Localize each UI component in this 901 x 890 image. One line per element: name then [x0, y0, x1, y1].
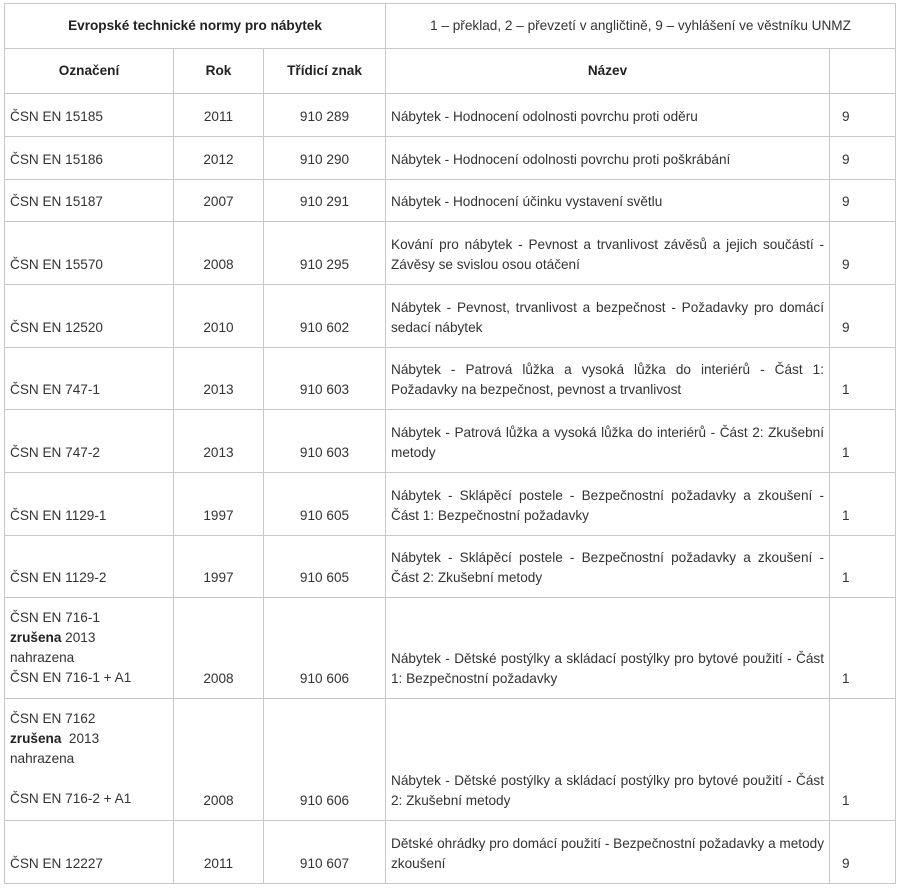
header-row [5, 49, 896, 94]
year-cell: 1997 [174, 536, 264, 598]
table-row [5, 410, 896, 473]
class-code-cell: 910 290 [264, 137, 386, 180]
type-cell: 1 [830, 410, 896, 473]
type-cell: 9 [830, 137, 896, 180]
name-cell: Dětské ohrádky pro domácí použití - Bezpečnostní požadavky a metody zkoušení [386, 821, 830, 884]
table-row [5, 473, 896, 536]
type-cell: 9 [830, 94, 896, 137]
title-row [5, 4, 896, 49]
table-row [5, 222, 896, 285]
col-header-type [830, 49, 896, 94]
type-legend: 1 – překlad, 2 – převzetí v angličtině, 9 – vyhlášení ve věstníku UNMZ [386, 4, 896, 49]
cancelled-year: 2013 [61, 731, 100, 746]
name-cell: Nábytek - Hodnocení odolnosti povrchu proti poškrábání [386, 137, 830, 180]
designation-replacement: ČSN EN 716-1 + A1 [10, 670, 132, 685]
name-cell: Nábytek - Dětské postýlky a skládací postýlky pro bytové použití - Část 1: Bezpečnostní požadavky [386, 598, 830, 699]
year-cell: 2011 [174, 821, 264, 884]
type-cell: 9 [830, 285, 896, 348]
designation-cell: ČSN EN 747-2 [5, 410, 174, 473]
standards-table [4, 3, 896, 884]
type-cell: 1 [830, 536, 896, 598]
col-header-year: Rok [174, 49, 264, 94]
name-cell: Kování pro nábytek - Pevnost a trvanlivost závěsů a jejich součástí - Závěsy se svislou osou otáčení [386, 222, 830, 285]
table-row [5, 137, 896, 180]
class-code-cell: 910 606 [264, 598, 386, 699]
year-cell: 2011 [174, 94, 264, 137]
table-row [5, 699, 896, 821]
designation-cell [5, 598, 174, 699]
designation-cell: ČSN EN 15185 [5, 94, 174, 137]
designation-cell: ČSN EN 15186 [5, 137, 174, 180]
year-cell: 2008 [174, 699, 264, 821]
table-title: Evropské technické normy pro nábytek [5, 4, 386, 49]
col-header-designation: Označení [5, 49, 174, 94]
class-code-cell: 910 295 [264, 222, 386, 285]
designation-replacement: ČSN EN 716-2 + A1 [10, 791, 132, 806]
type-cell: 9 [830, 222, 896, 285]
year-cell: 2008 [174, 222, 264, 285]
table-row [5, 598, 896, 699]
col-header-class-code: Třídicí znak [264, 49, 386, 94]
col-header-name: Název [386, 49, 830, 94]
designation-cell: ČSN EN 1129-2 [5, 536, 174, 598]
year-cell: 2010 [174, 285, 264, 348]
name-cell: Nábytek - Pevnost, trvanlivost a bezpečnost - Požadavky pro domácí sedací nábytek [386, 285, 830, 348]
type-cell: 9 [830, 180, 896, 222]
designation-original: ČSN EN 716-1 [10, 610, 100, 625]
type-cell: 1 [830, 699, 896, 821]
name-cell: Nábytek - Sklápěcí postele - Bezpečnostní požadavky a zkoušení - Část 1: Bezpečnostní požadavky [386, 473, 830, 536]
designation-cell: ČSN EN 15570 [5, 222, 174, 285]
table-row [5, 536, 896, 598]
class-code-cell: 910 602 [264, 285, 386, 348]
class-code-cell: 910 289 [264, 94, 386, 137]
year-cell: 2012 [174, 137, 264, 180]
year-cell: 2013 [174, 348, 264, 410]
table-row [5, 94, 896, 137]
year-cell: 1997 [174, 473, 264, 536]
name-cell: Nábytek - Dětské postýlky a skládací postýlky pro bytové použití - Část 2: Zkušební metody [386, 699, 830, 821]
designation-cell: ČSN EN 747-1 [5, 348, 174, 410]
year-cell: 2008 [174, 598, 264, 699]
name-cell: Nábytek - Sklápěcí postele - Bezpečnostní požadavky a zkoušení - Část 2: Zkušební metody [386, 536, 830, 598]
name-cell: Nábytek - Hodnocení účinku vystavení světlu [386, 180, 830, 222]
replaced-label: nahrazena [10, 751, 75, 766]
class-code-cell: 910 606 [264, 699, 386, 821]
table-row [5, 821, 896, 884]
type-cell: 1 [830, 598, 896, 699]
class-code-cell: 910 603 [264, 348, 386, 410]
name-cell: Nábytek - Patrová lůžka a vysoká lůžka do interiérů - Část 1: Požadavky na bezpečnost, pevnost a trvanlivost [386, 348, 830, 410]
class-code-cell: 910 607 [264, 821, 386, 884]
cancelled-year: 2013 [61, 630, 96, 645]
type-cell: 1 [830, 348, 896, 410]
type-cell: 1 [830, 473, 896, 536]
class-code-cell: 910 605 [264, 536, 386, 598]
name-cell: Nábytek - Patrová lůžka a vysoká lůžka do interiérů - Část 2: Zkušební metody [386, 410, 830, 473]
table-row [5, 180, 896, 222]
name-cell: Nábytek - Hodnocení odolnosti povrchu proti oděru [386, 94, 830, 137]
table-row [5, 285, 896, 348]
designation-original: ČSN EN 7162 [10, 711, 96, 726]
designation-cell: ČSN EN 12520 [5, 285, 174, 348]
designation-cell: ČSN EN 1129-1 [5, 473, 174, 536]
class-code-cell: 910 603 [264, 410, 386, 473]
designation-cell: ČSN EN 12227 [5, 821, 174, 884]
cancelled-label: zrušena [10, 731, 62, 746]
cancelled-label: zrušena [10, 630, 62, 645]
class-code-cell: 910 291 [264, 180, 386, 222]
year-cell: 2013 [174, 410, 264, 473]
type-cell: 9 [830, 821, 896, 884]
designation-cell [5, 699, 174, 821]
replaced-label: nahrazena [10, 650, 75, 665]
table-row [5, 348, 896, 410]
class-code-cell: 910 605 [264, 473, 386, 536]
year-cell: 2007 [174, 180, 264, 222]
standards-rows [5, 94, 896, 598]
designation-cell: ČSN EN 15187 [5, 180, 174, 222]
